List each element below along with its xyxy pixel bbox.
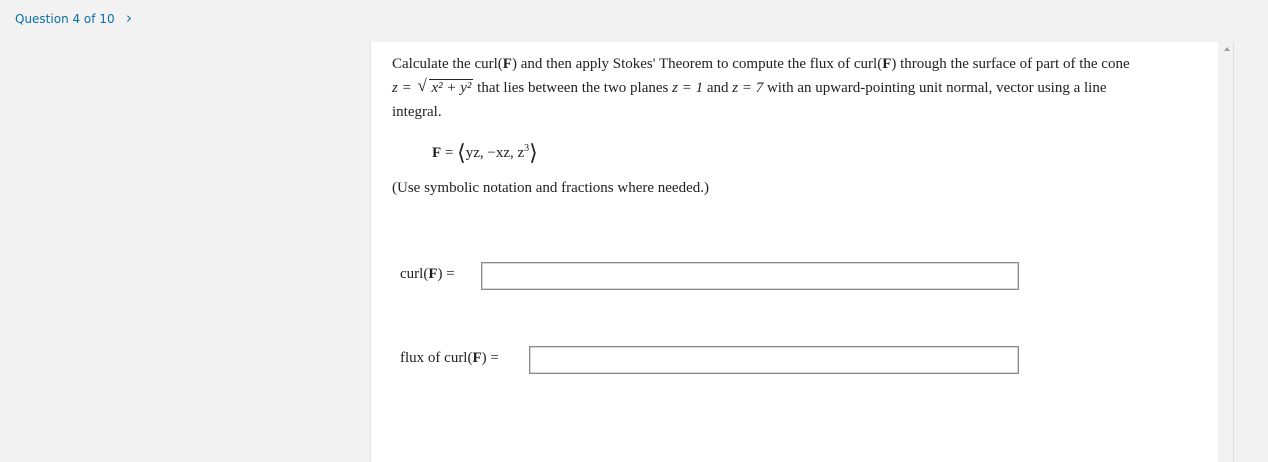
- scroll-up-icon[interactable]: [1224, 47, 1230, 51]
- text: ) through the surface of part of the cone: [891, 56, 1130, 72]
- text: Calculate the curl(: [392, 56, 503, 72]
- text: ) =: [437, 266, 455, 282]
- next-question-button[interactable]: ›: [126, 9, 132, 27]
- question-counter: Question 4 of 10: [15, 12, 115, 26]
- text: integral.: [392, 104, 442, 120]
- left-angle: ⟨: [457, 140, 466, 165]
- flux-answer-input[interactable]: [529, 346, 1019, 374]
- bold-f: F: [428, 266, 438, 282]
- curl-answer-input[interactable]: [481, 262, 1019, 290]
- z-equals: z =: [392, 80, 412, 96]
- scrollbar[interactable]: [1218, 42, 1234, 462]
- plane-2: z = 7: [732, 80, 764, 96]
- scrollbar-edge: [1233, 42, 1234, 462]
- text: and: [706, 80, 729, 96]
- curl-label: [400, 266, 455, 283]
- bold-f: F: [882, 56, 892, 72]
- plane-1: z = 1: [672, 80, 704, 96]
- formula-f: F: [432, 145, 442, 161]
- flux-label: [400, 350, 499, 367]
- problem-statement: [392, 52, 1192, 124]
- vector-field-formula: [432, 140, 538, 166]
- text: curl(: [400, 266, 429, 282]
- text: that lies between the two planes: [477, 80, 669, 96]
- formula-exponent: 3: [524, 143, 530, 154]
- bold-f: F: [472, 350, 482, 366]
- bold-f: F: [502, 56, 512, 72]
- notation-hint: (Use symbolic notation and fractions where needed.): [392, 180, 709, 196]
- text: ) and then apply Stokes' Theorem to compute the flux of curl(: [511, 56, 883, 72]
- text: flux of curl(: [400, 350, 473, 366]
- formula-body: yz, −xz, z: [465, 145, 525, 161]
- text: with an upward-pointing unit normal, vector using a line: [766, 80, 1107, 96]
- right-angle: ⟩: [529, 140, 538, 165]
- text: ) =: [481, 350, 499, 366]
- formula-eq: =: [444, 145, 454, 161]
- sqrt-content: x² + y²: [431, 80, 472, 96]
- sqrt-expression: [417, 76, 473, 100]
